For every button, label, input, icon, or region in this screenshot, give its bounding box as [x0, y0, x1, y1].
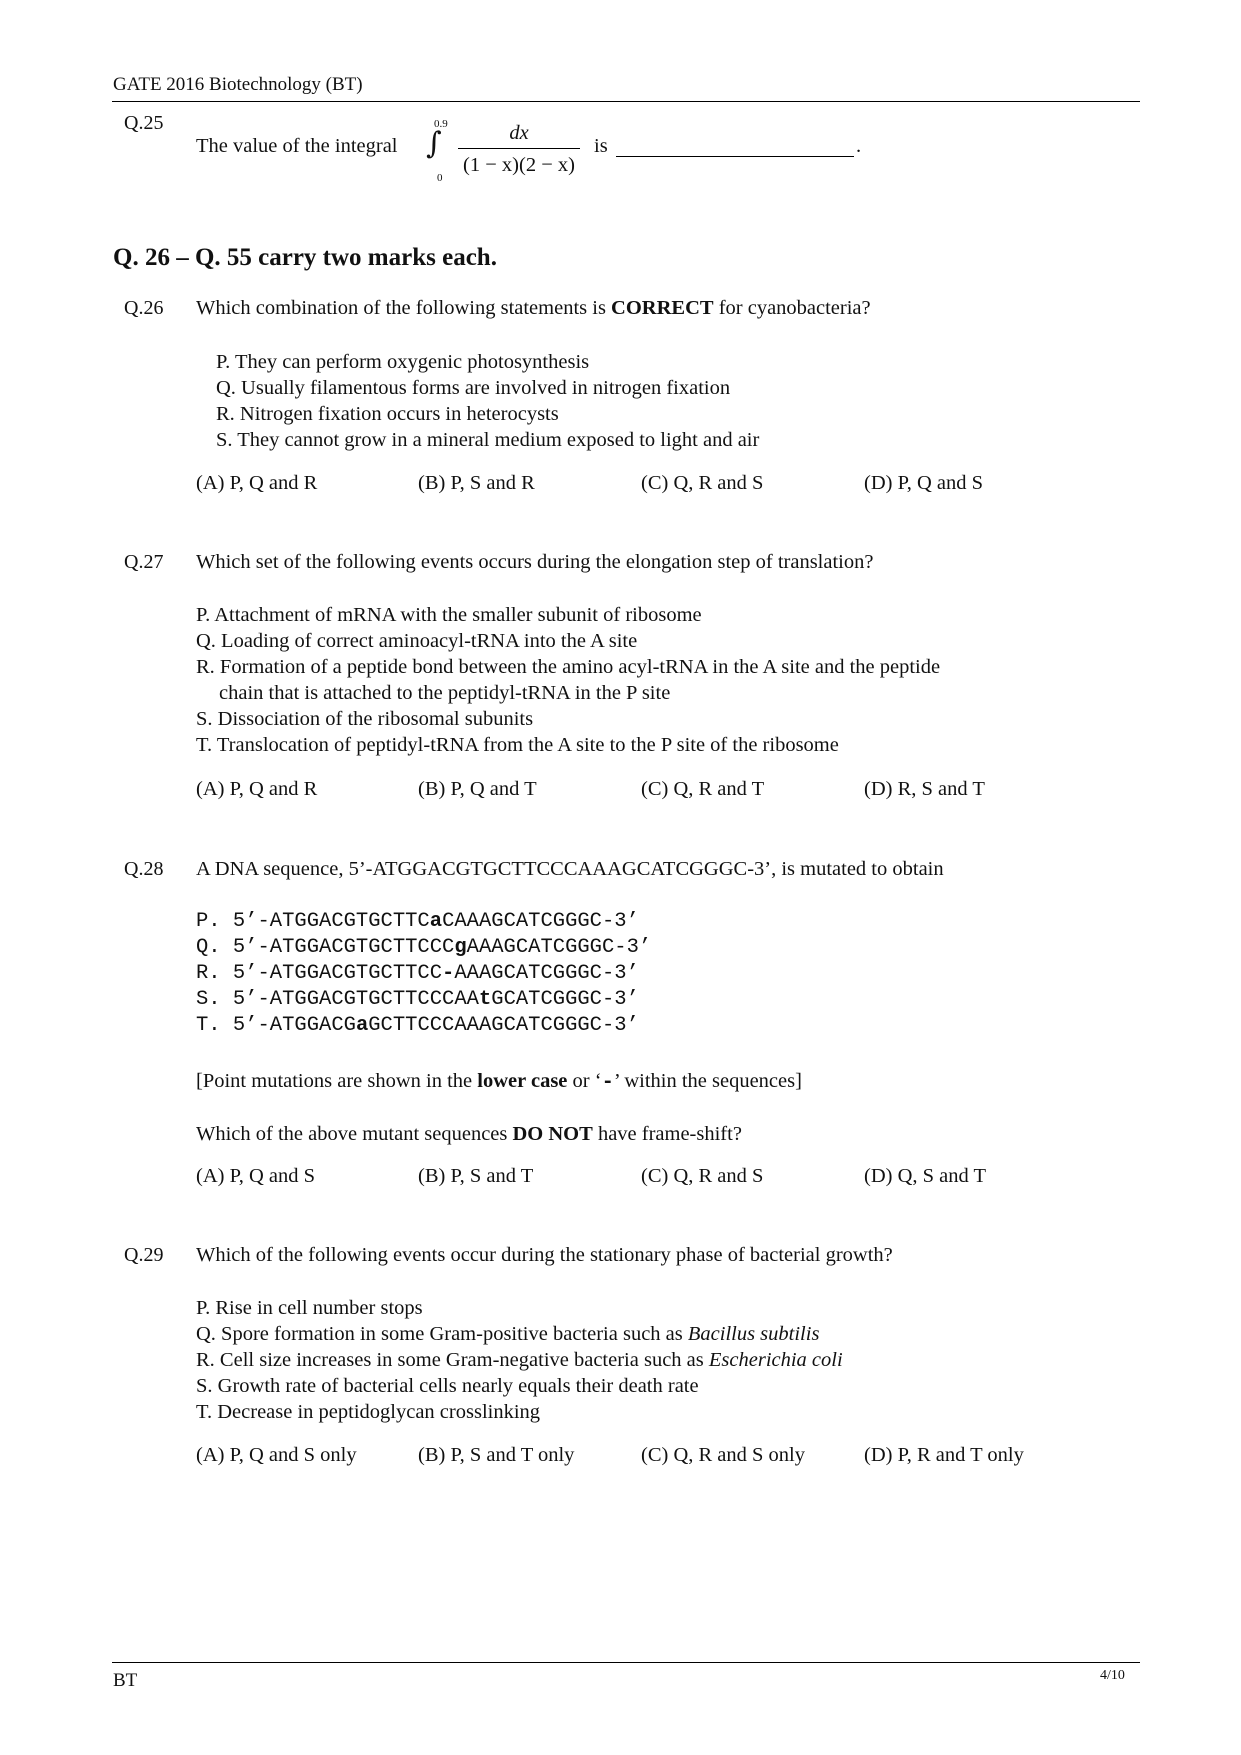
option-27-d: (D) R, S and T: [864, 778, 985, 800]
question-text-26: Which combination of the following statements is CORRECT for cyanobacteria?: [196, 297, 871, 319]
question-number-26: Q.26: [124, 297, 164, 319]
statement-27-t: T. Translocation of peptidyl-tRNA from the A site to the P site of the ribosome: [196, 734, 839, 756]
option-29-a: (A) P, Q and S only: [196, 1444, 357, 1466]
integrand-fraction: [456, 118, 582, 179]
footer-subject-code: BT: [113, 1670, 138, 1691]
statement-27-s: S. Dissociation of the ribosomal subunits: [196, 708, 534, 730]
statement-29-t: T. Decrease in peptidoglycan crosslinking: [196, 1401, 541, 1423]
integral-suffix: is: [594, 135, 608, 157]
statement-27-r-continued: chain that is attached to the peptidyl-tRNA in the P site: [219, 682, 671, 704]
footer-divider: [112, 1662, 1140, 1663]
statement-29-r: R. Cell size increases in some Gram-negative bacteria such as Escherichia coli: [196, 1349, 843, 1371]
option-29-c: (C) Q, R and S only: [641, 1444, 805, 1466]
question-number-27: Q.27: [124, 551, 164, 573]
sequence-r: R. 5’-ATGGACGTGCTTCC-AAAGCATCGGGC-3’: [196, 962, 639, 985]
answer-blank: [616, 156, 854, 157]
statement-29-s: S. Growth rate of bacterial cells nearly equals their death rate: [196, 1375, 699, 1397]
header-title: GATE 2016 Biotechnology (BT): [113, 74, 363, 95]
option-27-c: (C) Q, R and T: [641, 778, 765, 800]
section-heading: Q. 26 – Q. 55 carry two marks each.: [113, 244, 497, 271]
option-27-b: (B) P, Q and T: [418, 778, 537, 800]
sequence-t: T. 5’-ATGGACGaGCTTCCCAAAGCATCGGGC-3’: [196, 1014, 639, 1037]
header-divider: [112, 101, 1140, 102]
mutation-note: [Point mutations are shown in the lower case or ‘-’ within the sequences]: [196, 1070, 802, 1094]
option-29-b: (B) P, S and T only: [418, 1444, 575, 1466]
fraction-numerator: dx: [509, 122, 529, 144]
page-number: 4/10: [1100, 1668, 1125, 1683]
option-29-d: (D) P, R and T only: [864, 1444, 1024, 1466]
option-28-b: (B) P, S and T: [418, 1165, 534, 1187]
integral-prefix: The value of the integral: [196, 135, 398, 157]
statement-26-q: Q. Usually filamentous forms are involved in nitrogen fixation: [216, 377, 731, 399]
option-28-d: (D) Q, S and T: [864, 1165, 987, 1187]
question-28-prompt: Which of the above mutant sequences DO NOT have frame-shift?: [196, 1123, 742, 1145]
option-28-a: (A) P, Q and S: [196, 1165, 316, 1187]
answer-blank-period: .: [856, 135, 862, 157]
integral-lower-limit: 0: [437, 172, 443, 184]
question-number-29: Q.29: [124, 1244, 164, 1266]
sequence-s: S. 5’-ATGGACGTGCTTCCCAAtGCATCGGGC-3’: [196, 988, 639, 1011]
question-text-28: A DNA sequence, 5’-ATGGACGTGCTTCCCAAAGCATCGGGC-3’, is mutated to obtain: [196, 858, 944, 880]
question-text-27: Which set of the following events occurs during the elongation step of translation?: [196, 551, 874, 573]
option-26-c: (C) Q, R and S: [641, 472, 764, 494]
option-26-d: (D) P, Q and S: [864, 472, 984, 494]
statement-26-p: P. They can perform oxygenic photosynthesis: [216, 351, 590, 373]
statement-27-q: Q. Loading of correct aminoacyl-tRNA into the A site: [196, 630, 638, 652]
statement-26-r: R. Nitrogen fixation occurs in heterocysts: [216, 403, 559, 425]
statement-26-s: S. They cannot grow in a mineral medium exposed to light and air: [216, 429, 760, 451]
statement-27-p: P. Attachment of mRNA with the smaller subunit of ribosome: [196, 604, 702, 626]
question-text-29: Which of the following events occur during the stationary phase of bacterial growth?: [196, 1244, 893, 1266]
sequence-q: Q. 5’-ATGGACGTGCTTCCCgAAAGCATCGGGC-3’: [196, 936, 652, 959]
integral-upper-limit: 0.9: [434, 118, 448, 130]
statement-29-p: P. Rise in cell number stops: [196, 1297, 423, 1319]
statement-29-q: Q. Spore formation in some Gram-positive bacteria such as Bacillus subtilis: [196, 1323, 820, 1345]
statement-27-r: R. Formation of a peptide bond between the amino acyl-tRNA in the A site and the peptide: [196, 656, 941, 678]
fraction-denominator: (1 − x)(2 − x): [463, 154, 575, 176]
option-26-a: (A) P, Q and R: [196, 472, 318, 494]
option-26-b: (B) P, S and R: [418, 472, 535, 494]
question-number-25: Q.25: [124, 112, 164, 134]
question-number-28: Q.28: [124, 858, 164, 880]
option-28-c: (C) Q, R and S: [641, 1165, 764, 1187]
option-27-a: (A) P, Q and R: [196, 778, 318, 800]
sequence-p: P. 5’-ATGGACGTGCTTCaCAAAGCATCGGGC-3’: [196, 910, 639, 933]
integral-sign-icon: ∫: [426, 126, 442, 161]
